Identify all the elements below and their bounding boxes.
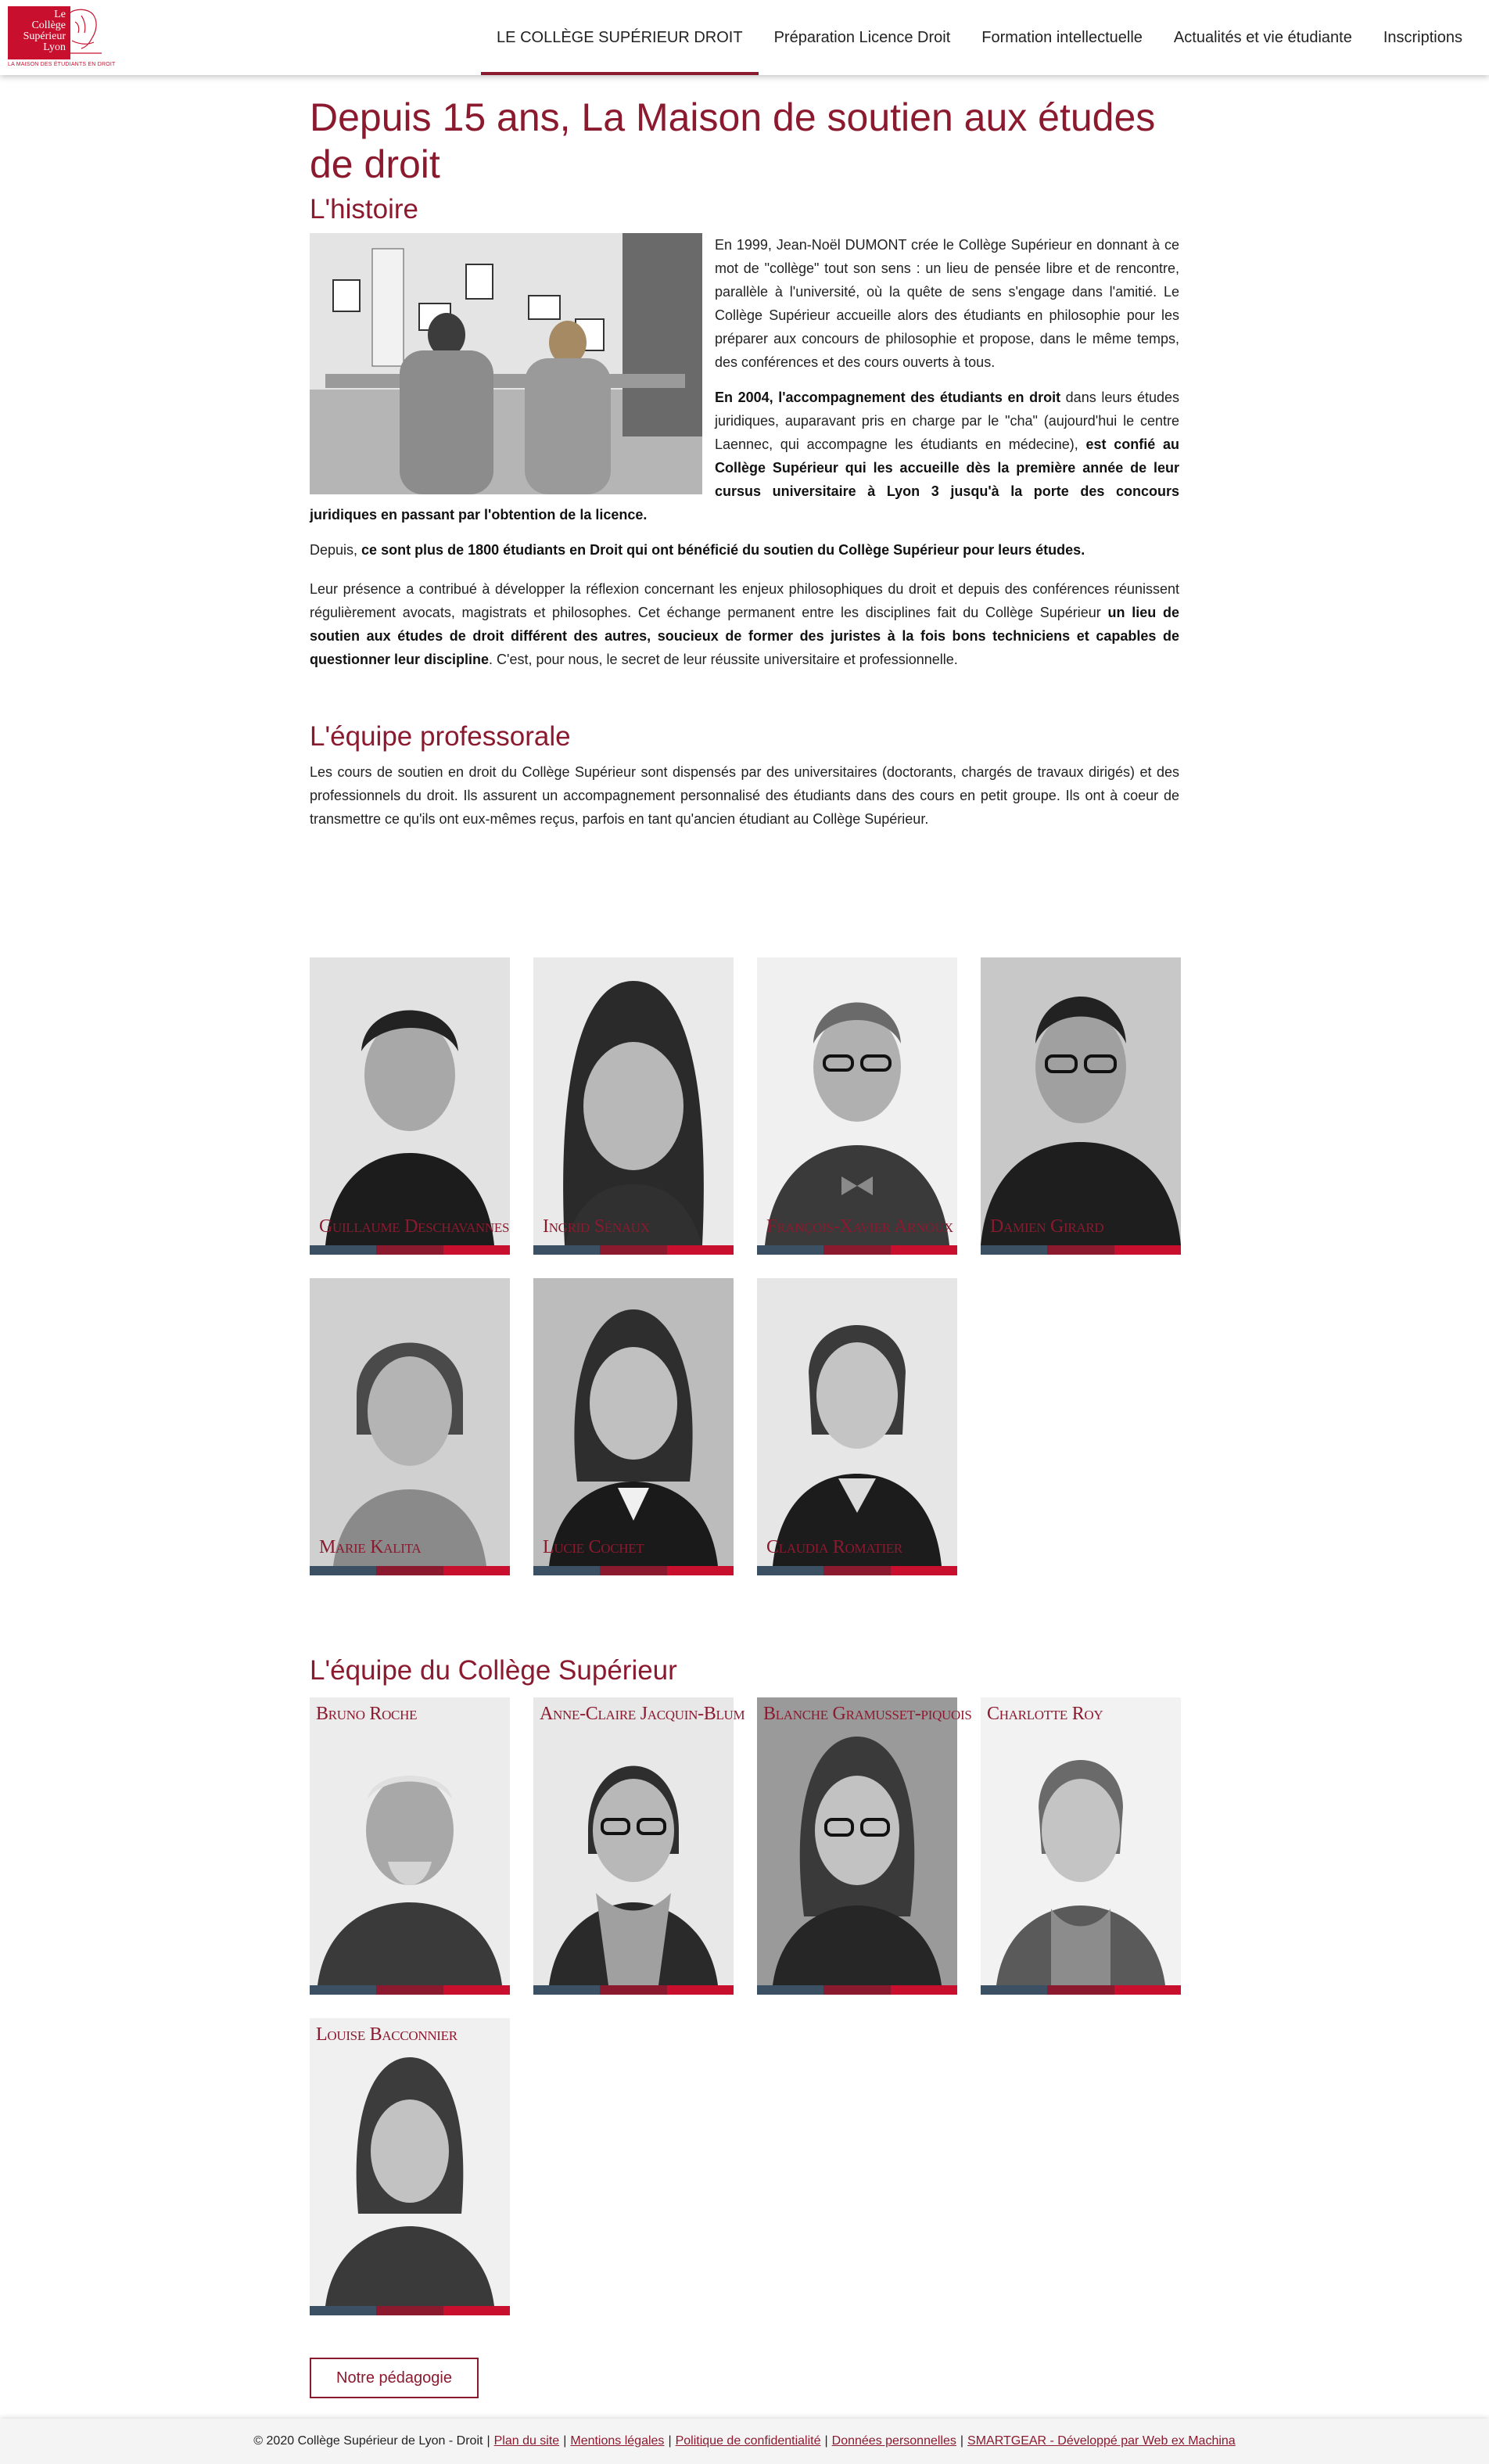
logo-line-4: Lyon bbox=[43, 41, 66, 53]
faculty-card[interactable] bbox=[310, 1278, 510, 1575]
portrait-photo bbox=[981, 957, 1181, 1245]
faculty-card[interactable] bbox=[757, 1278, 957, 1575]
portrait-photo bbox=[533, 957, 734, 1245]
nav-formation-intellectuelle[interactable]: Formation intellectuelle bbox=[981, 28, 1143, 46]
staff-card[interactable] bbox=[757, 1697, 972, 1995]
logo-sketch-icon bbox=[58, 6, 111, 61]
site-logo[interactable] bbox=[8, 6, 116, 69]
portrait-photo bbox=[310, 1697, 510, 1985]
color-bar bbox=[981, 1985, 1181, 1995]
color-bar bbox=[981, 1245, 1181, 1255]
history-p2-text-1: dans leurs études juridiques, auparavant pris en charge par le "cha" (aujourd'hui le centre Laennec, qui accompagne les étudiants en médecine), bbox=[715, 390, 1179, 452]
color-bar bbox=[757, 1245, 957, 1255]
portrait-photo bbox=[757, 957, 957, 1245]
color-bar bbox=[310, 1566, 510, 1575]
portrait-photo bbox=[533, 1278, 734, 1566]
site-header bbox=[0, 0, 1489, 75]
main-nav bbox=[481, 0, 1478, 75]
history-heading: L'histoire bbox=[310, 194, 418, 224]
footer-separator: | bbox=[486, 2434, 490, 2448]
member-name: Louise Bacconnier bbox=[316, 2024, 457, 2045]
history-p4-bold-1: un lieu de soutien aux études de droit différent des autres, soucieux de former des juristes à la fois bons techniciens et capables de questionner leur discipline bbox=[310, 605, 1179, 667]
member-name: Marie Kalita bbox=[319, 1537, 422, 1557]
color-bar bbox=[757, 1985, 957, 1995]
portrait-photo bbox=[310, 2018, 510, 2306]
faculty-heading: L'équipe professorale bbox=[310, 721, 571, 752]
logo-line-1: Le bbox=[54, 9, 66, 20]
main-content bbox=[310, 94, 1179, 831]
history-paragraph-4 bbox=[310, 577, 1179, 671]
staff-card[interactable] bbox=[533, 1697, 745, 1995]
member-name: François-Xavier Arnoux bbox=[766, 1216, 953, 1237]
history-paragraph-3 bbox=[310, 538, 1179, 562]
staff-card[interactable] bbox=[310, 1697, 510, 1995]
portrait-photo bbox=[757, 1697, 957, 1985]
faculty-card[interactable] bbox=[533, 957, 734, 1255]
color-bar bbox=[757, 1566, 957, 1575]
portrait-photo bbox=[310, 957, 510, 1245]
footer-separator: | bbox=[668, 2434, 672, 2448]
footer-link-donnees-personnelles[interactable]: Données personnelles bbox=[831, 2434, 956, 2448]
footer-separator: | bbox=[563, 2434, 567, 2448]
member-name: Anne-Claire Jacquin-Blum bbox=[540, 1704, 745, 1724]
member-name: Blanche Gramusset-piquois bbox=[763, 1704, 972, 1724]
history-p2-bold-1: En 2004, l'accompagnement des étudiants en droit bbox=[715, 390, 1061, 405]
color-bar bbox=[533, 1985, 734, 1995]
history-paragraph-1: En 1999, Jean-Noël DUMONT crée le Collège Supérieur en donnant à ce mot de "collège" tout son sens : un lieu de pensée libre et de rencontre, parallèle à l'université, où la quête de sens s'engage dans l'amitié. Le Collège Supérieur accueille alors des étudiants en philosophie pour les préparer aux concours de philosophie et propose, dans le même temps, des conférences et des cours ouverts à tous. bbox=[715, 237, 1179, 370]
member-name: Bruno Roche bbox=[316, 1704, 418, 1724]
nav-college-superieur-droit[interactable]: LE COLLÈGE SUPÉRIEUR DROIT bbox=[481, 0, 759, 75]
nav-actualites[interactable]: Actualités et vie étudiante bbox=[1173, 28, 1352, 46]
history-p2-bold-2: est confié au Collège Supérieur qui les accueille dès la première année de leur cursus universitaire à Lyon 3 jusqu'à la porte des concours juridiques en passant par l'obtention de la licence. bbox=[310, 436, 1179, 523]
history-p3-text-1: Depuis, bbox=[310, 542, 362, 558]
faculty-card[interactable] bbox=[981, 957, 1181, 1255]
portrait-photo bbox=[533, 1697, 734, 1985]
footer-copyright: © 2020 Collège Supérieur de Lyon - Droit bbox=[253, 2434, 483, 2448]
history-p4-text-2: . C'est, pour nous, le secret de leur réussite universitaire et professionnelle. bbox=[489, 652, 958, 667]
color-bar bbox=[533, 1245, 734, 1255]
member-name: Ingrid Sénaux bbox=[543, 1216, 650, 1237]
logo-line-3: Supérieur bbox=[23, 31, 66, 42]
logo-tagline: LA MAISON DES ÉTUDIANTS EN DROIT bbox=[8, 62, 116, 67]
history-p3-bold-1: ce sont plus de 1800 étudiants en Droit qui ont bénéficié du soutien du Collège Supérieur pour leurs études. bbox=[361, 542, 1085, 558]
footer-separator: | bbox=[960, 2434, 964, 2448]
color-bar bbox=[310, 1245, 510, 1255]
portrait-photo bbox=[310, 1278, 510, 1566]
faculty-text: Les cours de soutien en droit du Collège Supérieur sont dispensés par des universitaires (doctorants, chargés de travaux dirigés) et des professionnels du droit. Ils assurent un accompagnement personnalisé des étudiants dans des cours en petit groupe. Ils ont à coeur de transmettre ce qu'ils ont eux-mêmes reçus, parfois en tant qu'ancien étudiant au Collège Supérieur. bbox=[310, 764, 1179, 827]
logo-line-2: Collège bbox=[31, 20, 66, 31]
member-name: Damien Girard bbox=[990, 1216, 1104, 1237]
nav-preparation-licence[interactable]: Préparation Licence Droit bbox=[773, 28, 951, 46]
member-name: Charlotte Roy bbox=[987, 1704, 1103, 1724]
color-bar bbox=[533, 1566, 734, 1575]
history-block bbox=[310, 233, 1179, 671]
footer-link-smartgear[interactable]: SMARTGEAR - Développé par Web ex Machina bbox=[967, 2434, 1236, 2448]
staff-card[interactable] bbox=[310, 2018, 510, 2315]
nav-inscriptions[interactable]: Inscriptions bbox=[1383, 28, 1462, 46]
staff-card[interactable] bbox=[981, 1697, 1181, 1995]
staff-heading: L'équipe du Collège Supérieur bbox=[310, 1655, 677, 1686]
color-bar bbox=[310, 1985, 510, 1995]
footer-link-plan-du-site[interactable]: Plan du site bbox=[493, 2434, 560, 2448]
notre-pedagogie-button[interactable]: Notre pédagogie bbox=[310, 2358, 479, 2398]
color-bar bbox=[310, 2306, 510, 2315]
member-name: Claudia Romatier bbox=[766, 1537, 902, 1557]
page-title: Depuis 15 ans, La Maison de soutien aux études de droit bbox=[310, 95, 1156, 186]
member-name: Guillaume Deschavannes bbox=[319, 1216, 510, 1237]
portrait-photo bbox=[757, 1278, 957, 1566]
faculty-card[interactable] bbox=[533, 1278, 734, 1575]
site-footer bbox=[0, 2419, 1489, 2464]
history-photo bbox=[310, 233, 702, 494]
faculty-card[interactable] bbox=[310, 957, 510, 1255]
faculty-card[interactable] bbox=[757, 957, 957, 1255]
member-name: Lucie Cochet bbox=[543, 1537, 644, 1557]
footer-separator: | bbox=[824, 2434, 828, 2448]
footer-link-confidentialite[interactable]: Politique de confidentialité bbox=[675, 2434, 821, 2448]
portrait-photo bbox=[981, 1697, 1181, 1985]
history-p4-text-1: Leur présence a contribué à développer la réflexion concernant les enjeux philosophiques du droit et depuis des conférences réunissent régulièrement avocats, magistrats et philosophes. Cet échange permanent entre les disciplines fait du Collège Supérieur bbox=[310, 581, 1179, 620]
footer-link-mentions-legales[interactable]: Mentions légales bbox=[570, 2434, 665, 2448]
